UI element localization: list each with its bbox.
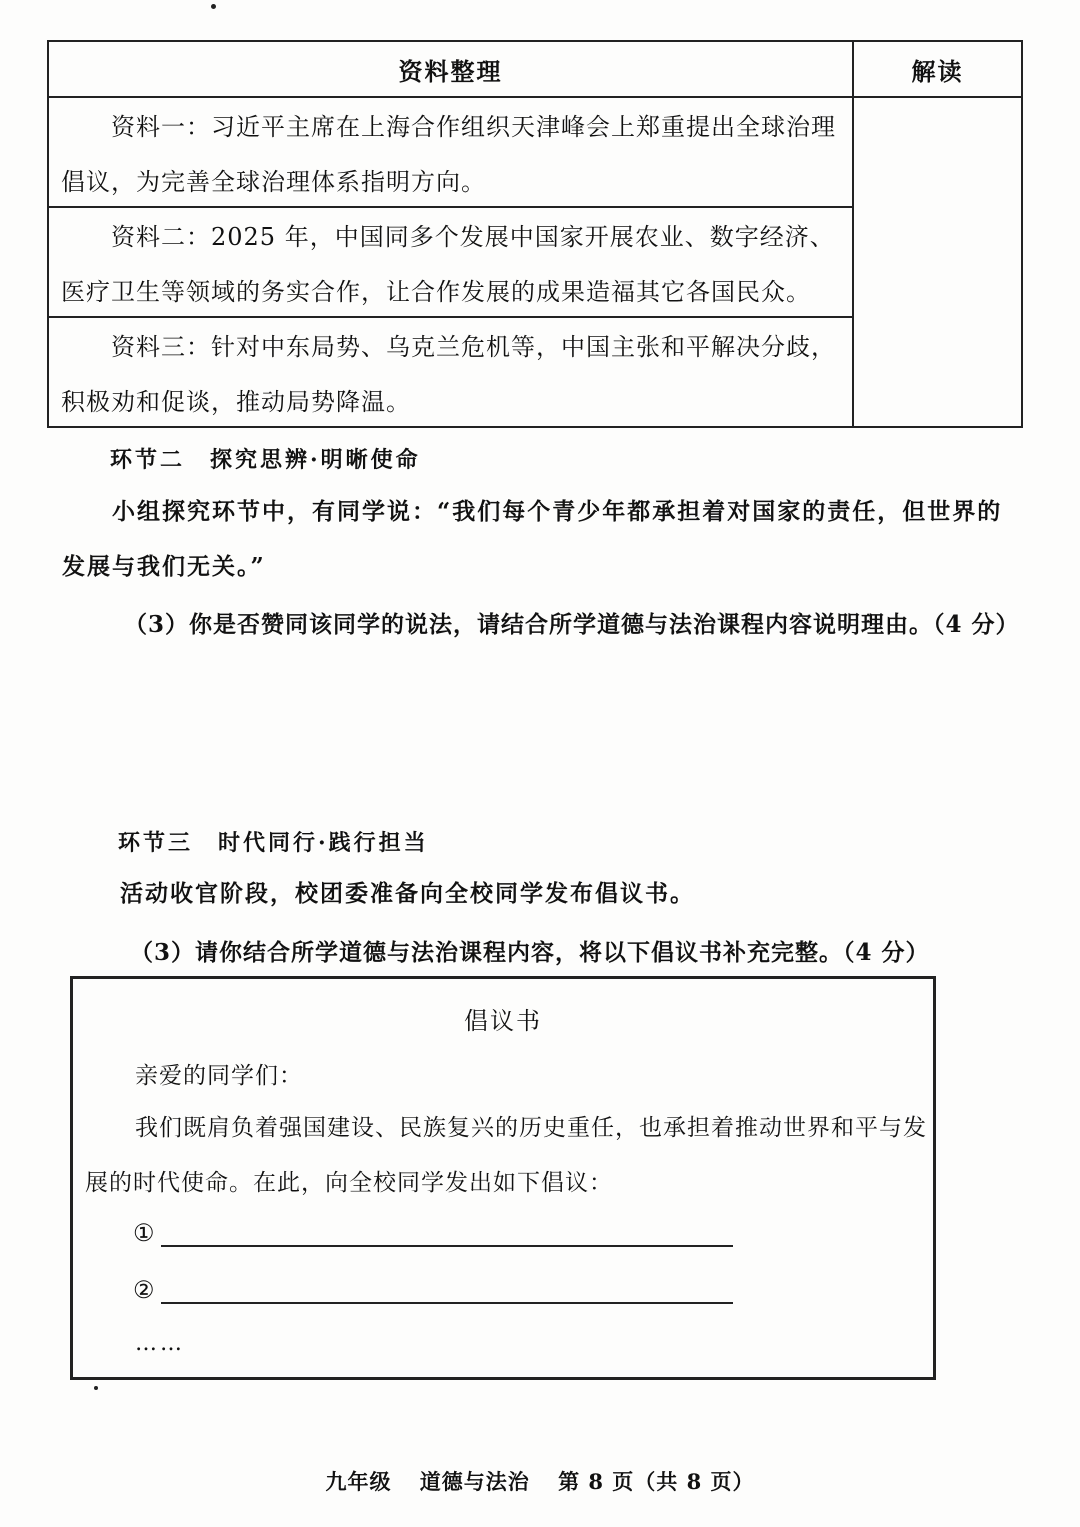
proposal-item-2 (133, 1276, 733, 1304)
section3-paragraph: 活动收官阶段，校团委准备向全校同学发布倡议书。 (120, 880, 695, 907)
table-header-row (48, 41, 1022, 97)
proposal-greeting: 亲爱的同学们： (135, 1063, 303, 1089)
page-footer (0, 1466, 1080, 1496)
scan-speck (211, 4, 216, 9)
table-row (48, 97, 1022, 207)
footer-grade: 九年级 (325, 1469, 392, 1494)
proposal-body: 我们既肩负着强国建设、民族复兴的历史重任，也承担着推动世界和平与发展的时代使命。在此，向全校同学发出如下倡议： (85, 1115, 927, 1196)
footer-subject: 道德与法治 (419, 1469, 530, 1494)
proposal-title: 倡议书 (464, 1007, 542, 1035)
material-2-text: 资料二：2025 年，中国同多个发展中国家开展农业、数字经济、医疗卫生等领域的务实合作，让合作发展的成果造福其它各国民众。 (61, 223, 835, 306)
material-3-text: 资料三：针对中东局势、乌克兰危机等，中国主张和平解决分歧，积极劝和促谈，推动局势降温。 (61, 333, 836, 416)
material-1 (48, 97, 853, 207)
proposal-ellipsis: …… (135, 1331, 185, 1356)
section3-title: 环节三 时代同行·践行担当 (118, 830, 429, 856)
section3-question: （3）请你结合所学道德与法治课程内容，将以下倡议书补充完整。（4 分） (130, 939, 930, 966)
material-2 (48, 207, 853, 317)
section2-paragraph: 小组探究环节中，有同学说：“我们每个青少年都承担着对国家的责任，但世界的发展与我们无关。” (62, 498, 1003, 580)
footer-page-number: 第 8 页（共 8 页） (558, 1469, 755, 1494)
interpretation-answer-cell (853, 97, 1022, 427)
material-1-text: 资料一：习近平主席在上海合作组织天津峰会上郑重提出全球治理倡议，为完善全球治理体系指明方向。 (61, 113, 836, 196)
material-3 (48, 317, 853, 427)
section2-title: 环节二 探究思辨·明晰使命 (110, 447, 421, 473)
item-1-number: ① (133, 1219, 155, 1247)
item-2-number: ② (133, 1276, 155, 1304)
scan-speck (94, 1386, 98, 1390)
proposal-item-1 (133, 1219, 733, 1247)
header-materials: 资料整理 (48, 41, 853, 97)
proposal-box (70, 976, 936, 1380)
item-1-answer-line[interactable] (161, 1225, 733, 1247)
section2-question: （3）你是否赞同该同学的说法，请结合所学道德与法治课程内容说明理由。（4 分） (124, 611, 1020, 638)
header-interpretation: 解读 (853, 41, 1022, 97)
materials-table (47, 40, 1023, 428)
item-2-answer-line[interactable] (161, 1282, 733, 1304)
